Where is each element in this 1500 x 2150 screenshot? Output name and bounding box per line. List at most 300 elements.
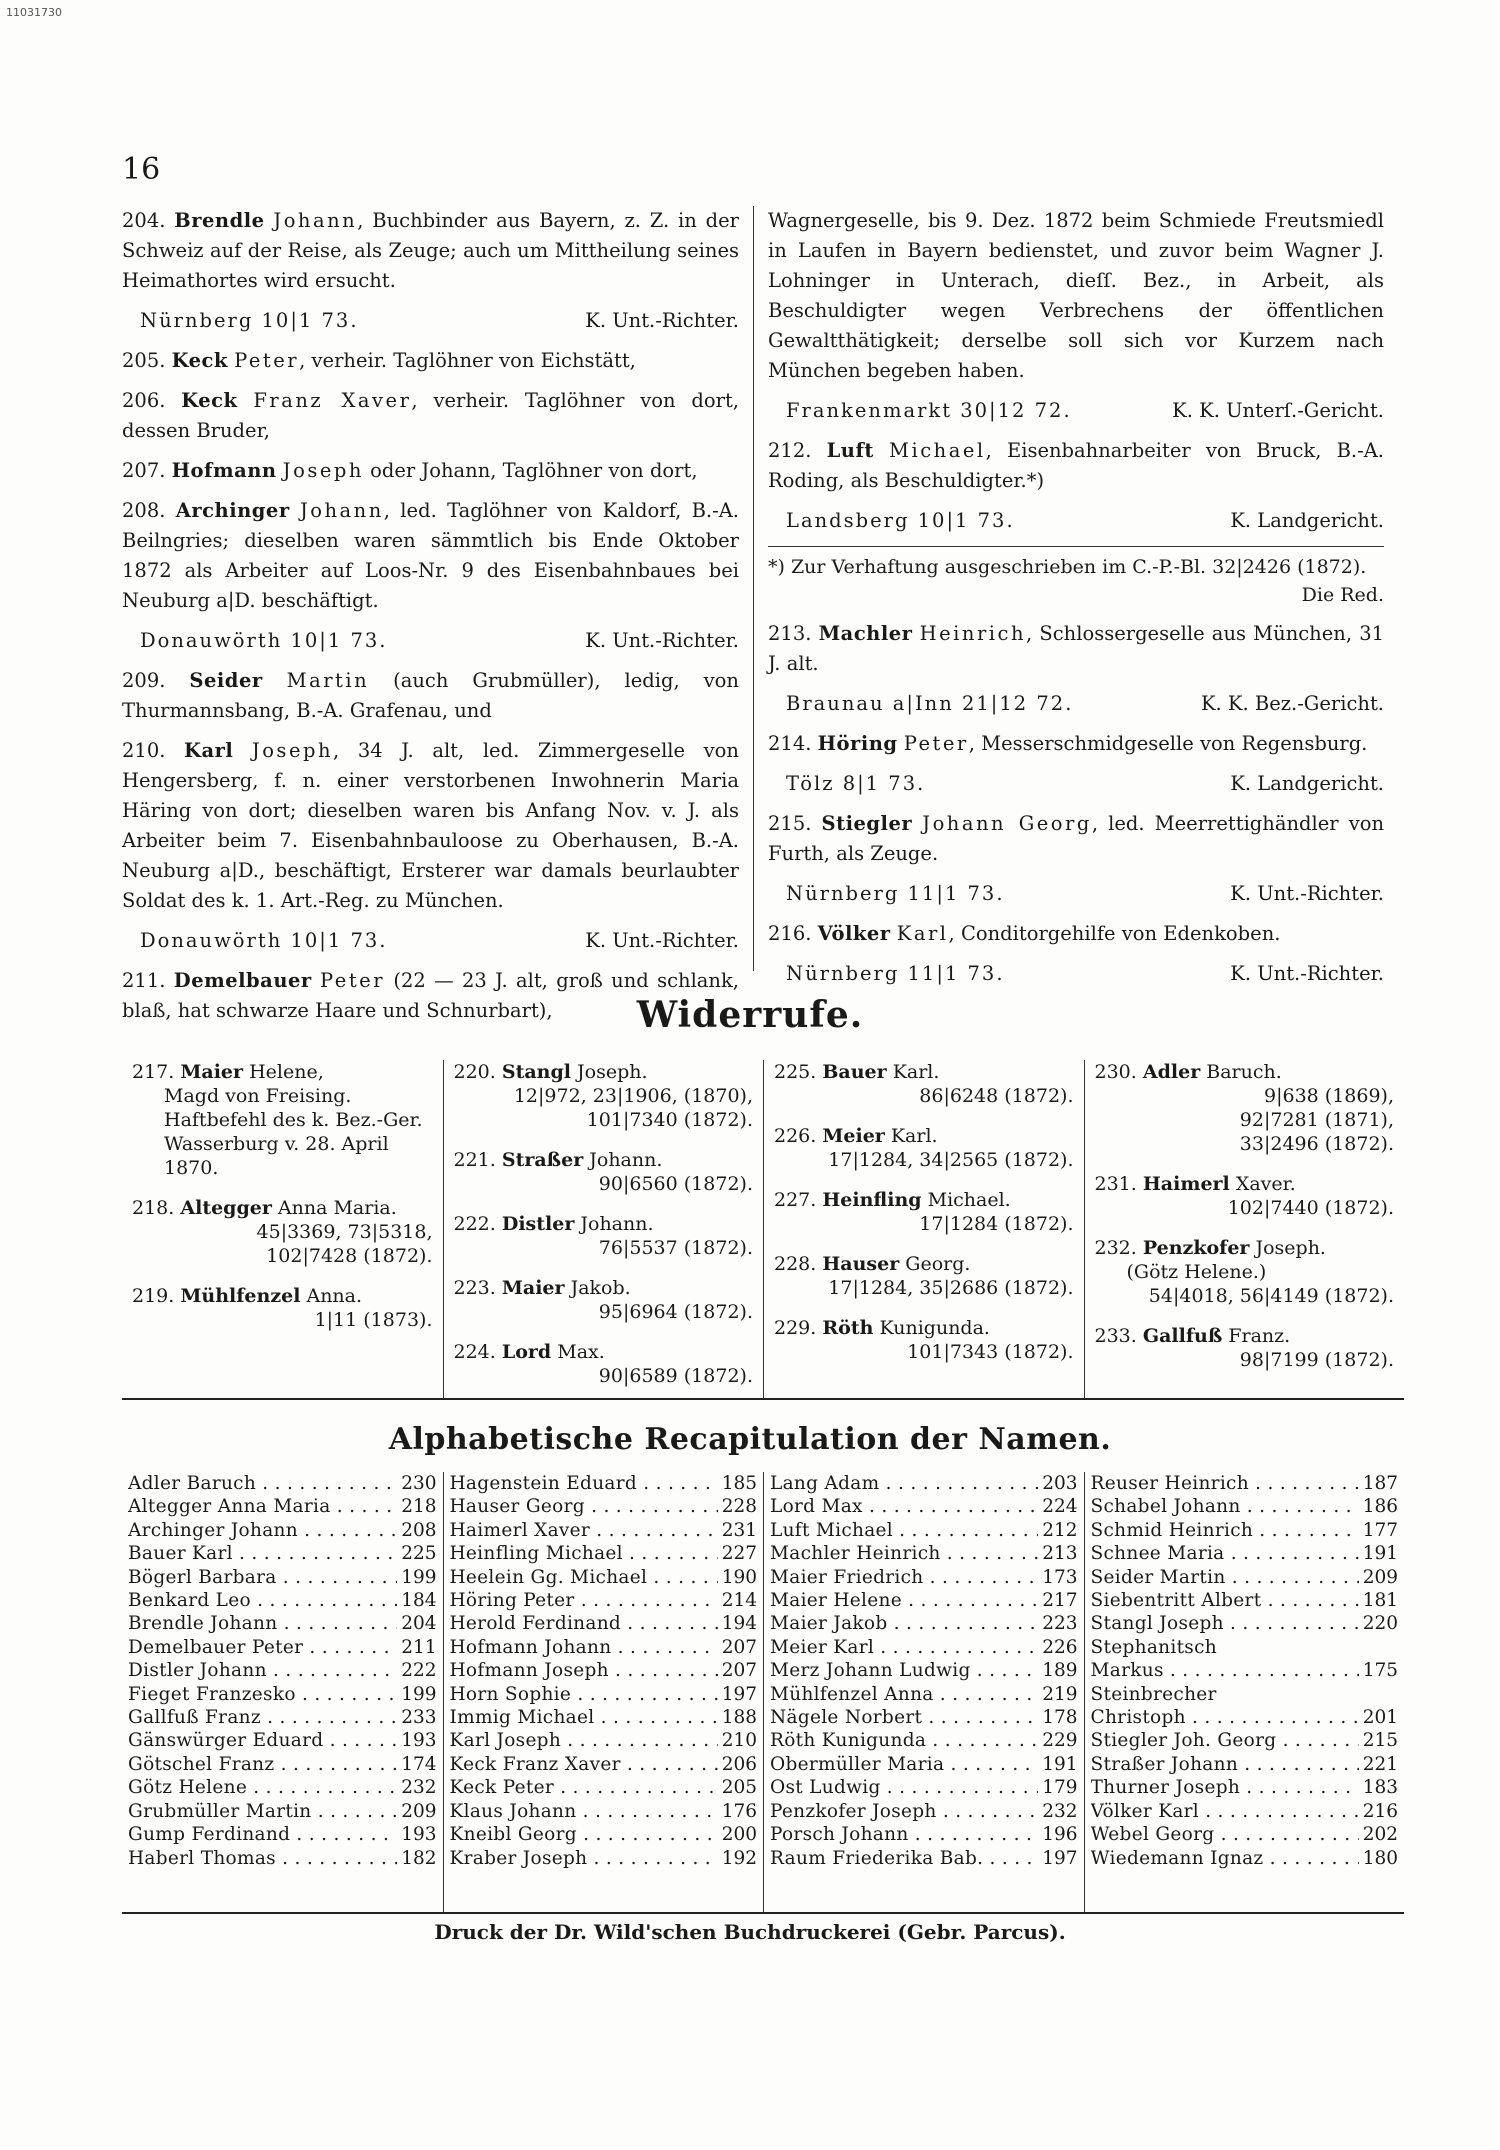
recap-number: 186 [1362, 1496, 1398, 1518]
entry-number: 212. [768, 439, 812, 462]
recap-name: Gänswürger Eduard . . . [128, 1729, 397, 1752]
widerruf-references: 54|4018, 56|4149 (1872). [1148, 1285, 1394, 1307]
court-place-date: Nürnberg 10|1 73. [140, 309, 359, 332]
entry [122, 386, 739, 446]
recap-row [128, 1800, 437, 1823]
recap-row [128, 1683, 437, 1706]
recap-row [128, 1472, 437, 1495]
widerruf-given-name: Karl. [892, 1061, 940, 1083]
recap-row [450, 1495, 758, 1518]
recap-row [770, 1800, 1078, 1823]
widerruf-head [774, 1124, 1074, 1148]
entry-block [122, 386, 739, 446]
recap-name: Siebentritt Albert . . . [1091, 1589, 1359, 1612]
recap-name: Kneibl Georg . . . [450, 1823, 718, 1846]
recap-number: 226 [1042, 1636, 1078, 1658]
recap-name: Meier Karl . . . [770, 1636, 1038, 1659]
entry-given-name: Johann [273, 209, 358, 232]
court-place-date: Landsberg 10|1 73. [786, 509, 1015, 532]
recap-row [770, 1823, 1078, 1846]
recap-name: Höring Peter . . . [450, 1589, 718, 1612]
recap-column [1084, 1472, 1405, 1912]
entry-text: , Eisenbahnarbeiter von Bruck, B.-A. Roding, als Beschuldigter.*) [768, 439, 1384, 492]
recap-name: Grubmüller Martin . . . [128, 1800, 397, 1823]
widerruf-head [1095, 1236, 1395, 1260]
recap-name: Seider Martin . . . [1091, 1566, 1359, 1589]
widerrufe-column [1084, 1060, 1405, 1398]
recap-name: Christoph . . . [1091, 1706, 1359, 1729]
recap-name: Haimerl Xaver . . . [450, 1519, 718, 1542]
entry-block [122, 736, 739, 956]
recap-title: Alphabetische Recapitulation der Namen. [388, 1422, 1112, 1457]
recap-name: Benkard Leo . . . [128, 1589, 397, 1612]
recap-name: Webel Georg . . . [1091, 1823, 1359, 1846]
recap-number: 179 [1042, 1777, 1078, 1799]
footnote-editor: Die Red. [1301, 584, 1384, 606]
widerruf-head [454, 1148, 754, 1172]
widerruf-number: 233. [1094, 1325, 1137, 1347]
entry-surname: Völker [817, 922, 891, 945]
recap-row [1091, 1729, 1399, 1752]
recap-number: 180 [1362, 1847, 1398, 1869]
recap-name: Steinbrecher [1090, 1683, 1217, 1705]
recap-row [1091, 1495, 1399, 1518]
recap-number: 215 [1362, 1730, 1398, 1752]
entries-column-right [753, 206, 1385, 985]
recap-name: Maier Friedrich . . . [770, 1566, 1038, 1589]
court-name: K. Landgericht. [1230, 772, 1384, 795]
widerruf-given-name: Joseph. [577, 1061, 648, 1083]
recap-number: 233 [401, 1707, 437, 1729]
recap-name: Götz Helene . . . [128, 1776, 397, 1799]
entry-surname: Hofmann [171, 459, 277, 482]
recap-name: Merz Johann Ludwig . . . [770, 1659, 1038, 1682]
entry-surname: Demelbauer [173, 969, 312, 992]
widerruf-surname: Bauer [822, 1061, 887, 1083]
widerruf-given-name: Karl. [890, 1125, 938, 1147]
recap-row [450, 1542, 758, 1565]
recap-name: Völker Karl . . . [1091, 1800, 1359, 1823]
recap-name: Luft Michael . . . [770, 1519, 1038, 1542]
recap-name: Herold Ferdinand . . . [450, 1612, 718, 1635]
recap-number: 217 [1042, 1590, 1078, 1612]
entry [768, 436, 1384, 496]
widerruf-given-name: Baruch. [1206, 1061, 1282, 1083]
recap-number: 218 [401, 1496, 437, 1518]
recap-row [450, 1612, 758, 1635]
court-name: K. Unt.-Richter. [585, 629, 739, 652]
widerruf-number: 222. [453, 1213, 496, 1235]
recap-row [450, 1729, 758, 1752]
widerruf-references: 45|3369, 73|5318, 102|7428 (1872). [256, 1221, 433, 1267]
court-line [768, 506, 1384, 536]
recap-number: 191 [1042, 1753, 1078, 1775]
court-line [122, 926, 739, 956]
recap-row [1091, 1800, 1399, 1823]
recap-name: Stangl Joseph . . . [1091, 1612, 1359, 1635]
recap-name: Maier Jakob . . . [770, 1612, 1038, 1635]
widerruf-head [454, 1276, 754, 1300]
recap-number: 228 [721, 1496, 757, 1518]
widerruf-given-name: Johann. [589, 1149, 663, 1171]
widerruf-head [1095, 1324, 1395, 1348]
entry-surname: Archinger [175, 499, 290, 522]
entry-block [122, 206, 739, 336]
recap-row [1091, 1683, 1399, 1706]
widerruf-references: 86|6248 (1872). [919, 1085, 1074, 1107]
widerruf-entry [454, 1060, 754, 1132]
recap-number: 187 [1362, 1473, 1398, 1494]
recap-row [1091, 1753, 1399, 1776]
recap-section [122, 1472, 1404, 1914]
entry-text: (22 — 23 J. alt, groß und schlank, blaß, hat schwarze Haare und Schnurbart), [122, 969, 740, 1022]
recap-row [1091, 1659, 1399, 1682]
recap-name: Maier Helene . . . [770, 1589, 1038, 1612]
court-name: K. K. Bez.-Gericht. [1200, 692, 1384, 715]
entry-number: 206. [122, 389, 166, 412]
recap-row [128, 1495, 437, 1518]
recap-row [128, 1776, 437, 1799]
court-line [768, 689, 1384, 719]
court-line [122, 306, 739, 336]
recap-number: 210 [721, 1730, 757, 1752]
recap-number: 232 [401, 1777, 437, 1799]
court-place-date: Donauwörth 10|1 73. [140, 929, 388, 952]
recap-row [770, 1659, 1078, 1682]
recap-number: 207 [721, 1660, 757, 1682]
recap-row [1091, 1847, 1399, 1870]
recap-name: Ost Ludwig . . . [770, 1776, 1038, 1799]
recap-number: 208 [401, 1519, 437, 1541]
recap-row [128, 1542, 437, 1565]
recap-row [770, 1847, 1078, 1870]
widerruf-surname: Mühlfenzel [180, 1285, 301, 1307]
recap-name: Schabel Johann . . . [1091, 1495, 1359, 1518]
recap-number: 206 [721, 1753, 757, 1775]
entry-text: , Buchbinder aus Bayern, z. Z. in der Schweiz auf der Reise, als Zeuge; auch um Mittheilung seines Heimathortes wird ersucht. [122, 209, 739, 292]
recap-row [1091, 1566, 1399, 1589]
recap-row [128, 1823, 437, 1846]
widerruf-entry [454, 1276, 754, 1324]
recap-number: 225 [401, 1543, 437, 1565]
recap-number: 193 [401, 1730, 437, 1752]
widerruf-number: 229. [774, 1317, 817, 1339]
recap-row [770, 1683, 1078, 1706]
entry [768, 919, 1384, 949]
recap-number: 230 [401, 1473, 437, 1494]
court-place-date: Donauwörth 10|1 73. [140, 629, 388, 652]
widerruf-head [454, 1212, 754, 1236]
recap-row [1091, 1589, 1399, 1612]
court-name: K. Unt.-Richter. [585, 929, 739, 952]
entry-surname: Machler [818, 622, 913, 645]
entry-surname: Stiegler [821, 812, 913, 835]
entry-surname: Keck [181, 389, 238, 412]
recap-name: Hauser Georg . . . [450, 1495, 718, 1518]
widerruf-surname: Stangl [501, 1061, 571, 1083]
recap-number: 203 [1042, 1473, 1078, 1494]
entry [768, 619, 1384, 679]
entry-text: , Messerschmidgeselle von Regensburg. [968, 732, 1368, 755]
widerruf-surname: Hauser [822, 1253, 900, 1275]
recap-number: 223 [1042, 1613, 1078, 1635]
widerruf-entry [774, 1060, 1074, 1108]
widerruf-references: 76|5537 (1872). [598, 1237, 753, 1259]
widerruf-surname: Meier [822, 1125, 885, 1147]
widerruf-entry [774, 1124, 1074, 1172]
recap-number: 229 [1042, 1730, 1078, 1752]
widerruf-references: 17|1284, 35|2686 (1872). [828, 1277, 1074, 1299]
widerruf-number: 231. [1094, 1173, 1137, 1195]
widerruf-references: 17|1284, 34|2565 (1872). [828, 1149, 1074, 1171]
recap-name: Heelein Gg. Michael . . . [450, 1566, 718, 1589]
recap-row [770, 1636, 1078, 1659]
widerruf-head [774, 1252, 1074, 1276]
recap-row [770, 1566, 1078, 1589]
widerruf-head [774, 1316, 1074, 1340]
entry-number: 215. [768, 812, 812, 835]
entry-given-name: Michael [889, 439, 986, 462]
recap-name: Haberl Thomas . . . [128, 1847, 397, 1870]
widerruf-references: 101|7343 (1872). [907, 1341, 1074, 1363]
recap-name: Porsch Johann . . . [770, 1823, 1038, 1846]
widerruf-entry [454, 1212, 754, 1260]
recap-name: Keck Franz Xaver . . . [450, 1753, 718, 1776]
recap-number: 194 [721, 1613, 757, 1635]
recap-number: 205 [721, 1777, 757, 1799]
recap-number: 189 [1042, 1660, 1078, 1682]
recap-number: 232 [1042, 1800, 1078, 1822]
entry-given-name: Joseph [282, 459, 364, 482]
court-line [768, 396, 1384, 426]
recap-number: 176 [721, 1800, 757, 1822]
recap-number: 224 [1042, 1496, 1078, 1518]
widerruf-references: 90|6560 (1872). [598, 1173, 753, 1195]
recap-number: 185 [721, 1473, 757, 1494]
recap-row [450, 1706, 758, 1729]
recap-name: Adler Baruch . . . [128, 1472, 397, 1495]
recap-name: Penzkofer Joseph . . . [770, 1800, 1038, 1823]
widerruf-number: 230. [1094, 1061, 1137, 1083]
recap-name: Klaus Johann . . . [450, 1800, 718, 1823]
widerruf-references: 1|11 (1873). [314, 1309, 433, 1331]
widerruf-given-name: Anna. [306, 1285, 363, 1307]
entry-number: 208. [122, 499, 166, 522]
recap-row [1091, 1519, 1399, 1542]
entry-block [122, 666, 739, 726]
widerruf-entry [132, 1060, 433, 1180]
entry [122, 666, 739, 726]
widerruf-references: 98|7199 (1872). [1239, 1349, 1394, 1371]
widerruf-head [132, 1060, 433, 1084]
widerruf-number: 228. [774, 1253, 817, 1275]
entry [122, 496, 739, 616]
recap-number: 222 [401, 1660, 437, 1682]
recap-row [450, 1659, 758, 1682]
recap-number [1394, 1683, 1398, 1706]
recap-name: Hagenstein Eduard . . . [450, 1472, 718, 1495]
widerruf-given-name: Helene, [249, 1061, 324, 1083]
court-name: K. Unt.-Richter. [1230, 962, 1384, 985]
court-place-date: Tölz 8|1 73. [786, 772, 926, 795]
entry-number: 209. [122, 669, 166, 692]
widerruf-head [454, 1340, 754, 1364]
entry-surname: Luft [826, 439, 874, 462]
entry-block [122, 496, 739, 656]
entry-given-name: Peter [903, 732, 969, 755]
widerruf-given-name: Kunigunda. [879, 1317, 990, 1339]
recap-row [770, 1542, 1078, 1565]
entry-text: oder Johann, Taglöhner von dort, [363, 459, 698, 482]
recap-name: Keck Peter . . . [450, 1776, 718, 1799]
court-place-date: Braunau a|Inn 21|12 72. [786, 692, 1074, 715]
court-line [768, 959, 1384, 989]
widerruf-surname: Maier [180, 1061, 244, 1083]
recap-number: 197 [721, 1683, 757, 1705]
recap-number [1394, 1636, 1398, 1659]
entry-number: 213. [768, 622, 812, 645]
recap-number: 191 [1362, 1543, 1398, 1565]
recap-name: Bauer Karl . . . [128, 1542, 397, 1565]
recap-number: 190 [721, 1566, 757, 1588]
widerruf-number: 220. [453, 1061, 496, 1083]
recap-number: 182 [401, 1847, 437, 1869]
widerruf-surname: Gallfuß [1142, 1325, 1223, 1347]
recap-row [128, 1753, 437, 1776]
recap-name: Stephanitsch [1090, 1636, 1217, 1658]
recap-row [770, 1729, 1078, 1752]
recap-number: 197 [1042, 1847, 1078, 1869]
recap-name: Markus . . . [1091, 1659, 1359, 1682]
recap-row [450, 1519, 758, 1542]
entry-block [768, 809, 1384, 909]
recap-number: 192 [721, 1847, 757, 1869]
recap-name: Karl Joseph . . . [450, 1729, 718, 1752]
entry-block [768, 436, 1384, 536]
recap-name: Demelbauer Peter . . . [128, 1636, 397, 1659]
entry-given-name: Joseph [251, 739, 334, 762]
court-place-date: Frankenmarkt 30|12 72. [786, 399, 1072, 422]
recap-row [1091, 1636, 1399, 1659]
widerrufe-section [122, 1060, 1404, 1400]
entry-text: , Conditorgehilfe von Edenkoben. [948, 922, 1281, 945]
entry-surname: Karl [184, 739, 234, 762]
court-place-date: Nürnberg 11|1 73. [786, 882, 1005, 905]
recap-name: Mühlfenzel Anna . . . [770, 1683, 1038, 1706]
entry-number: 211. [122, 969, 166, 992]
widerruf-entry [1095, 1236, 1395, 1308]
entry-given-name: Johann [299, 499, 384, 522]
widerruf-entry [774, 1252, 1074, 1300]
recap-name: Bögerl Barbara . . . [128, 1566, 397, 1589]
recap-number: 183 [1362, 1777, 1398, 1799]
recap-row [450, 1589, 758, 1612]
widerruf-surname: Röth [822, 1317, 874, 1339]
widerruf-number: 227. [774, 1189, 817, 1211]
recap-row [128, 1566, 437, 1589]
recap-row [770, 1589, 1078, 1612]
recap-number: 201 [1362, 1707, 1398, 1729]
recap-number: 213 [1042, 1543, 1078, 1565]
recap-name: Fieget Franzesko . . . [128, 1683, 397, 1706]
recap-name: Obermüller Maria . . . [770, 1753, 1038, 1776]
entry-surname: Seider [189, 669, 263, 692]
recap-number: 216 [1362, 1800, 1398, 1822]
recap-row [1091, 1706, 1399, 1729]
recap-row [450, 1800, 758, 1823]
widerruf-given-name: Anna Maria. [277, 1197, 397, 1219]
recap-number: 204 [401, 1613, 437, 1635]
widerruf-entry [454, 1148, 754, 1196]
widerruf-surname: Straßer [501, 1149, 584, 1171]
court-place-date: Nürnberg 11|1 73. [786, 962, 1005, 985]
widerruf-entry [774, 1188, 1074, 1236]
widerruf-surname: Distler [501, 1213, 575, 1235]
widerruf-references: 17|1284 (1872). [919, 1213, 1074, 1235]
entry-number: 214. [768, 732, 812, 755]
recap-row [1091, 1823, 1399, 1846]
widerruf-given-name: Georg. [905, 1253, 971, 1275]
recap-name: Nägele Norbert . . . [770, 1706, 1038, 1729]
recap-row [128, 1589, 437, 1612]
recap-number: 202 [1362, 1824, 1398, 1846]
footnote [768, 546, 1384, 609]
entry-text: Wagnergeselle, bis 9. Dez. 1872 beim Schmiede Freutsmiedl in Laufen in Bayern bedienstet, und zuvor beim Wagner J. Lohninger in Unterach, dieſſ. Bez., in Arbeit, als Beschuldigter wegen Verbrechens der öffentlichen Gewaltthätigkeit; derselbe soll sich vor Kurzem nach München begeben haben. [768, 209, 1384, 382]
recap-row [770, 1495, 1078, 1518]
entry-surname: Höring [817, 732, 898, 755]
widerruf-given-name: Johann. [580, 1213, 654, 1235]
widerruf-entry [454, 1340, 754, 1388]
widerruf-surname: Penzkofer [1142, 1237, 1250, 1259]
recap-name: Reuser Heinrich . . . [1091, 1472, 1359, 1495]
widerruf-head [774, 1188, 1074, 1212]
entry-given-name: Martin [286, 669, 370, 692]
recap-name: Gump Ferdinand . . . [128, 1823, 397, 1846]
widerruf-surname: Altegger [180, 1197, 272, 1219]
widerrufe-column [763, 1060, 1084, 1398]
widerruf-given-name: Michael. [927, 1189, 1011, 1211]
recap-name: Wiedemann Ignaz . . . [1091, 1847, 1359, 1870]
widerruf-number: 224. [453, 1341, 496, 1363]
recap-number: 209 [401, 1800, 437, 1822]
entry-surname: Keck [171, 349, 228, 372]
recap-name: Lord Max . . . [770, 1495, 1038, 1518]
recap-row [1091, 1776, 1399, 1799]
recap-number: 214 [721, 1590, 757, 1612]
recap-name: Götschel Franz . . . [128, 1753, 397, 1776]
recap-column [763, 1472, 1084, 1912]
recap-row [450, 1753, 758, 1776]
court-line [768, 769, 1384, 799]
recap-number: 220 [1362, 1613, 1398, 1635]
recap-row [770, 1612, 1078, 1635]
widerruf-entry [774, 1316, 1074, 1364]
recap-name: Kraber Joseph . . . [450, 1847, 718, 1870]
entry-text: , Schlossergeselle aus München, 31 J. alt. [768, 622, 1385, 675]
widerruf-given-name: Joseph. [1255, 1237, 1326, 1259]
widerruf-references: 12|972, 23|1906, (1870), 101|7340 (1872). [513, 1085, 753, 1131]
recap-number: 231 [721, 1519, 757, 1541]
entry-block [768, 729, 1384, 799]
recap-column [443, 1472, 764, 1912]
recap-row [128, 1612, 437, 1635]
widerruf-references: 102|7440 (1872). [1227, 1197, 1394, 1219]
page-id: 11031730 [6, 6, 62, 19]
recap-number: 173 [1042, 1566, 1078, 1588]
court-name: K. Unt.-Richter. [1230, 882, 1384, 905]
recap-row [450, 1472, 758, 1495]
court-name: K. Unt.-Richter. [585, 309, 739, 332]
